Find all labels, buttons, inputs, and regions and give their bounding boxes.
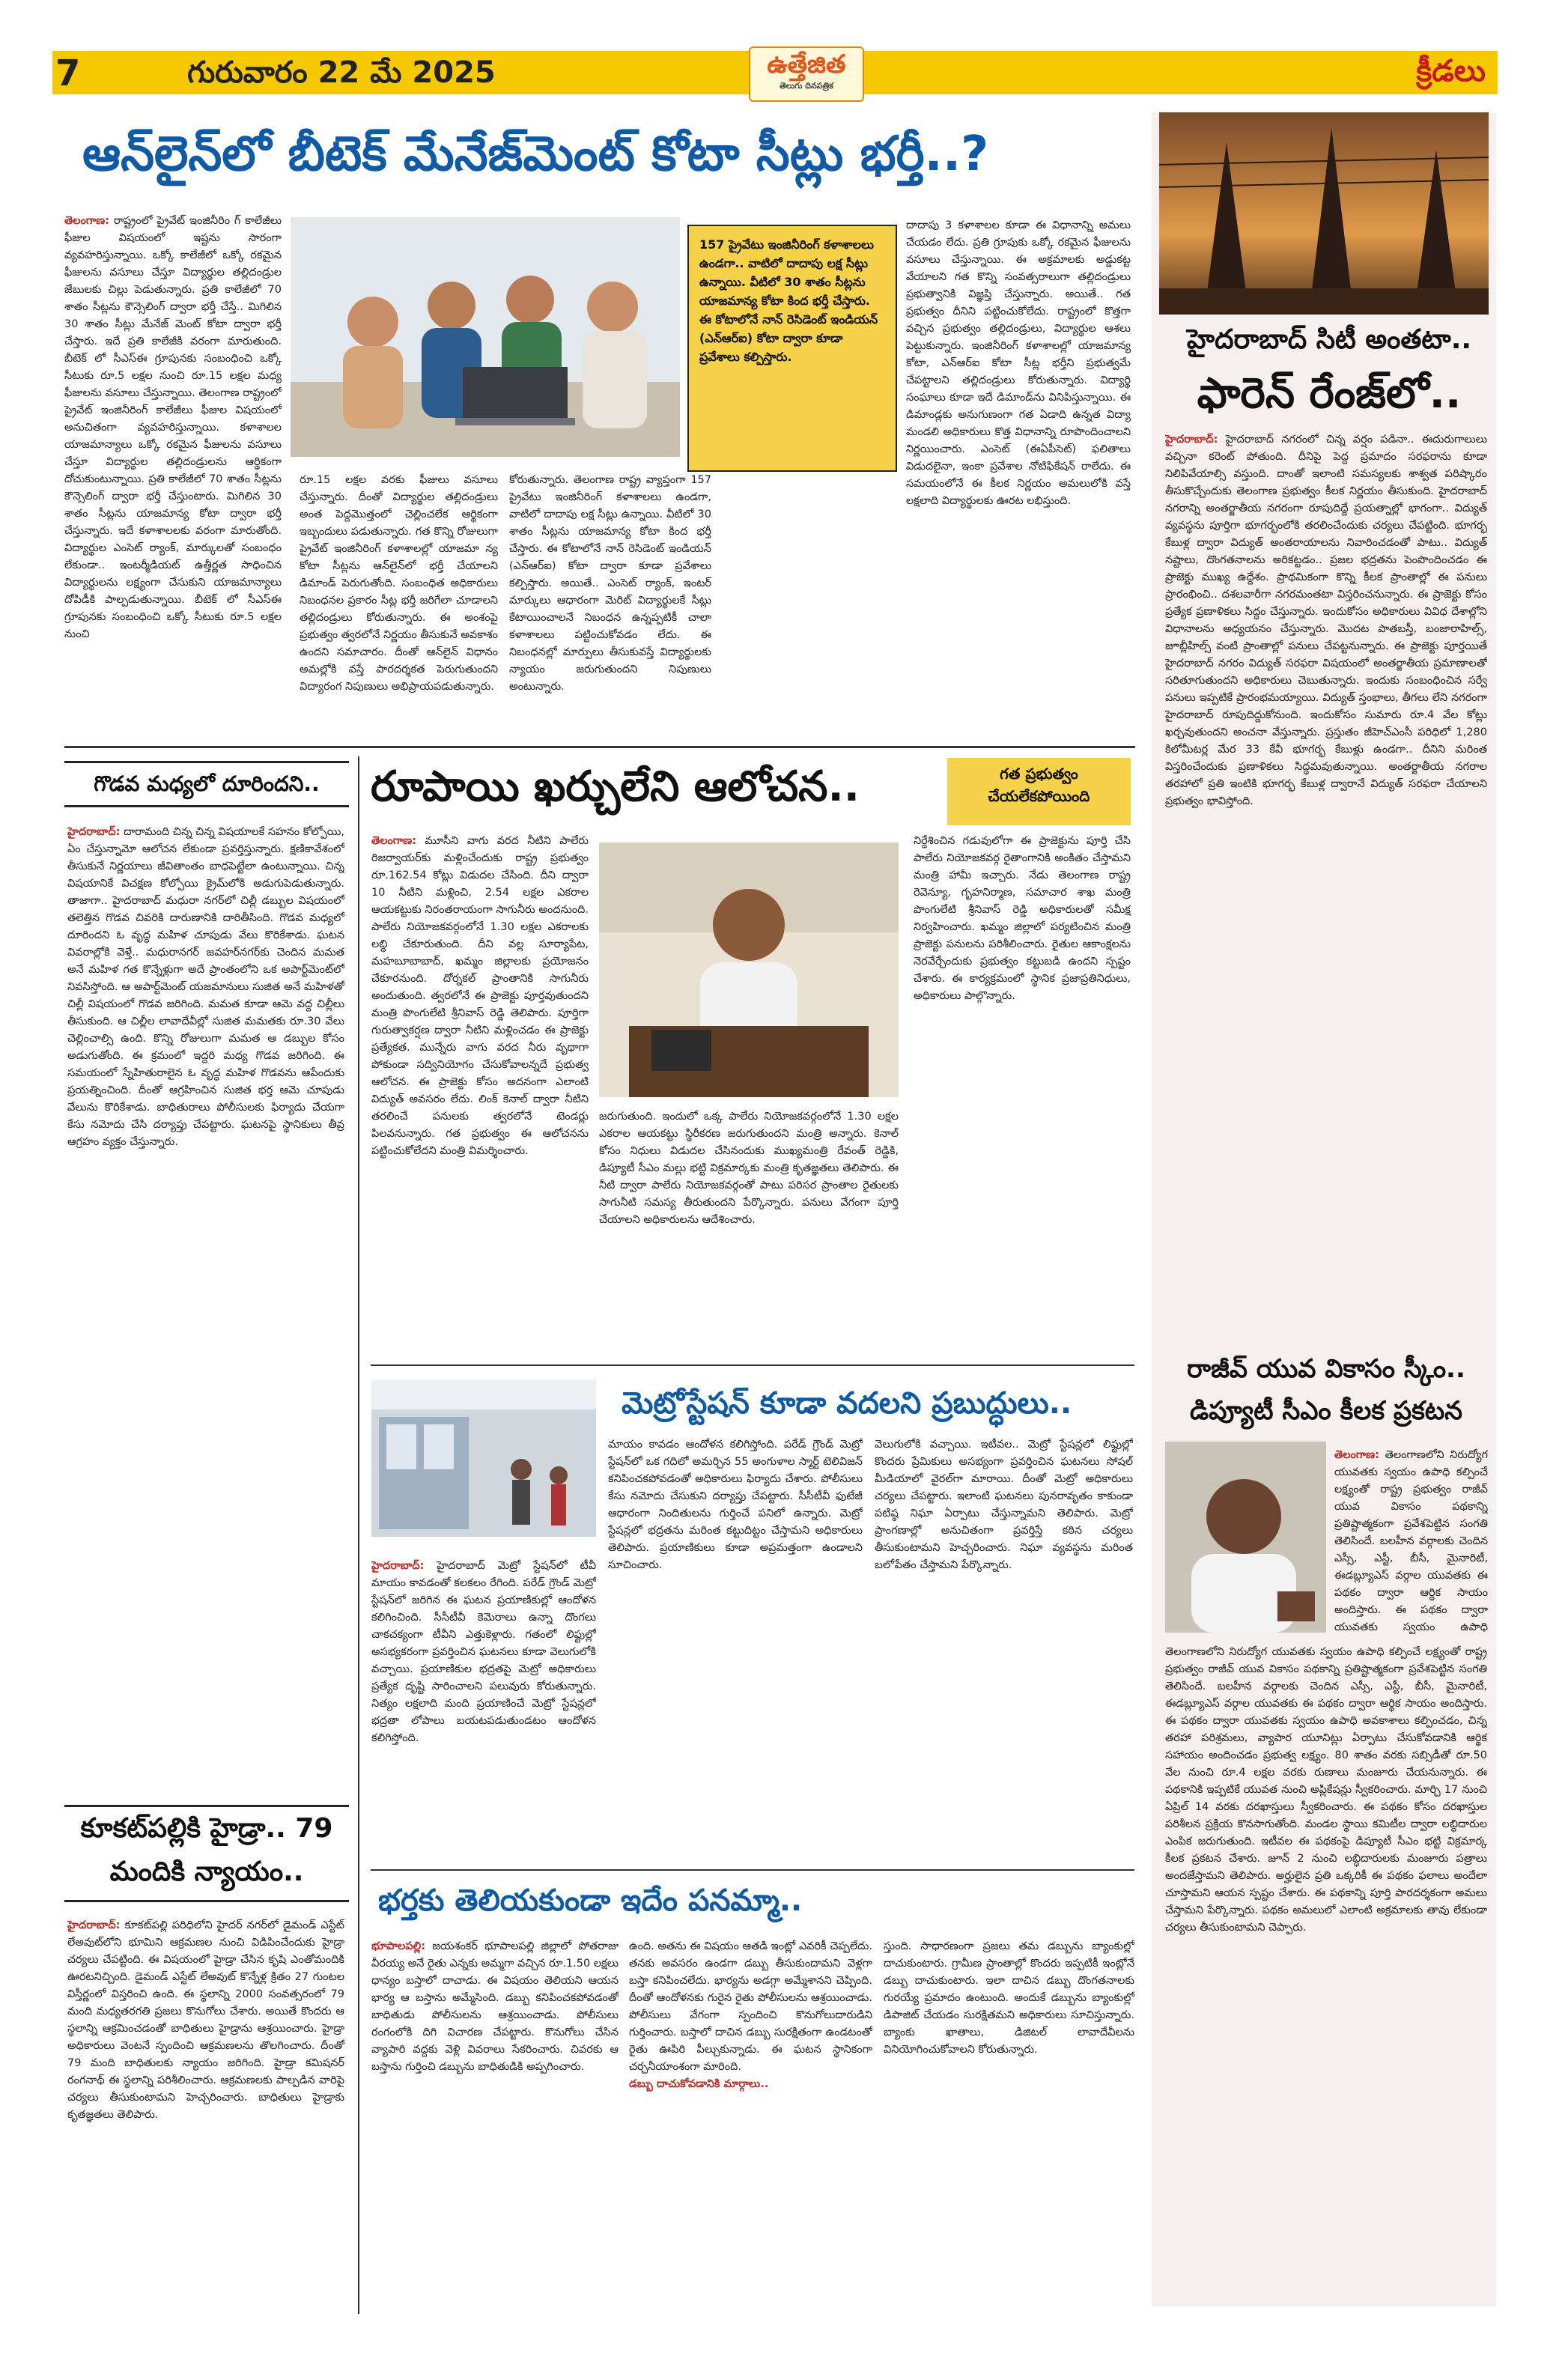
electricity-towers-image — [1159, 112, 1489, 315]
students-laptop-image — [291, 217, 680, 457]
rupee-dateline: తెలంగాణ: — [371, 835, 417, 847]
sidebar1-headline: ఫారెన్ రేంజ్‌లో.. — [1197, 369, 1462, 418]
sidebar2-dateline: తెలంగాణ: — [1334, 1449, 1380, 1461]
lead-col1-text: రాష్ట్రంలో ప్రైవేట్ ఇంజినీరిం గ్ కాలేజీలు ఫీజుల విషయంలో ఇష్టను సారంగా వ్యవహరిస్తున్నాయి. ఒక్కో కాలేజీలో ఒక్కో రకమైన ఫీజులను వసూలు చేస్తూ విద్యార్థుల తల్లిదండ్రుల జేబులకు చిల్లు పెడుతున్నారు. ప్రతి కాలేజీలో 70 శాతం సీట్లను కౌన్సెలింగ్ ద్వారా భర్తీ చేస్తే.. మిగిలిన 30 శాతం సీట్లు మేనేజ్ మెంట్ కోటా ద్వారా భర్తీ చేస్తారు. ఇదే ప్రతి కాలేజీకి వరంగా మారుతుంది. బీటెక్ లో సీఎస్ఈ గ్రూపునకు సంబంధించి ఒక్కో సీటుకు రూ.5 లక్షల నుంచి రూ.15 లక్షల మధ్య ఫీజులను వసూలు చేస్తున్నాయి. తెలంగాణ రాష్ట్రంలో ప్రైవేట్ ఇంజినీరింగ్ కాలేజీలు ఫీజుల విషయంలో అనుచితంగా వ్యవహరిస్తున్నాయి. కళాశాలల యాజమాన్యాలు ఒక్కో రకమైన ఫీజులను వసూలు చేస్తూ విద్యార్థుల తల్లిదండ్రులను ఆర్థికంగా దోచుకుంటున్నాయి. ప్రతి కాలేజీలో 70 శాతం సీట్లను కౌన్సెలింగ్ ద్వారా భర్తీ చేస్తుంటారు. మిగిలిన 30 శాతం సీట్లను యాజమాన్య కోటా ద్వారా భర్తీ చేస్తున్నారు. ఇదే కళాశాలలకు వరంగా మారుతోంది. విద్యార్థుల ఎంసెట్ ర్యాంక్, మార్కులతో సంబంధం లేకుండా.. ఇంటర్మీడియట్ ఉత్తీర్ణత సాధించిన విద్యార్థులను లక్ష్యంగా చేసుకుని యాజమాన్యాలు దోపిడీకి పాల్పడుతున్నాయి. బీటెక్ లో సీఎస్ఈ గ్రూపునకు సంబంధించి ఒక్కో సీటుకు రూ.5 లక్షల నుంచి — [64, 215, 282, 640]
minister-desk-image — [599, 843, 899, 1097]
sidebar1-body — [1165, 431, 1487, 1330]
lead-col2: రూ.15 లక్షల వరకు ఫీజులు వసూలు చేస్తున్నారు. దీంతో విద్యార్థుల తల్లిదండ్రులు అంత పెద్దమొత్తంలో చెల్లించలేక ఆర్థికంగా ఇబ్బందులు పడుతున్నారు. గత కొన్ని రోజులుగా ప్రైవేట్ ఇంజినీరింగ్ కళాశాలల్లో యాజమా న్య కోటా సీట్లను ఆన్‌లైన్‌లో భర్తీ చేయాలని డిమాండ్ పెరుగుతోంది. సంబంధిత అధికారులు నిబంధనల ప్రకారం సీట్ల భర్తీ జరిగేలా చూడాలని తల్లిదండ్రులు కోరుతున్నారు. ఈ అంశంపై ప్రభుత్వం త్వరలోనే నిర్ణయం తీసుకునే అవకాశం ఉందని సమాచారం. దీంతో ఆన్‌లైన్ విధానం అమల్లోకి వస్తే పారదర్శకత పెరుగుతుందని విద్యారంగ నిపుణులు అభిప్రాయపడుతున్నారు. — [300, 474, 498, 693]
bhartha-headline: భర్తకు తెలియకుండా ఇదేం పనమ్మా.. — [378, 1883, 803, 1918]
minister-photo — [599, 843, 899, 1097]
hydra-dateline: హైదరాబాద్: — [67, 1919, 121, 1931]
metro-headline: మెట్రోస్టేషన్ కూడా వదలని ప్రబుద్ధులు.. — [622, 1386, 1072, 1421]
left-column-divider — [358, 756, 359, 2314]
rupee-col3: జరుగుతుంది. ఇందులో ఒక్క పాలేరు నియోజకవర్గంలోనే 1.30 లక్షల ఎకరాల ఆయకట్టు స్థిరీకరణ జరుగుతుందని మంత్రి అన్నారు. కెనాల్ కోసం నిధులు విడుదల చేసినందుకు ముఖ్యమంత్రి రేవంత్ రెడ్డికి, డిప్యూటీ సీఎం మల్లు భట్టి విక్రమార్కకు మంత్రి కృతజ్ఞతలు తెలిపారు. ఈ నీటి ద్వారా పాలేరు నియోజకవర్గంతో పాటు పరిసర ప్రాంతాల రైతులకు సాగునీటి సమస్య తీరుతుందని పేర్కొన్నారు. పనులు వేగంగా పూర్తి చేయాలని అధికారులను ఆదేశించారు. — [599, 1111, 899, 1226]
metro-col3: వెలుగులోకి వచ్చాయి. ఇటీవల.. మెట్రో స్టేషన్లలో లిఫ్టుల్లో కొందరు ప్రేమికులు అసభ్యంగా ప్రవర్తించిన ఘటనలు సోషల్ మీడియాలో వైరల్‌గా మారాయి. దీంతో మెట్రో అధికారులు చర్యలు చేపట్టారు. ఇలాంటి ఘటనలు పునరావృతం కాకుండా పటిష్ఠ నిఘా ఏర్పాటు చేస్తున్నామని తెలిపారు. మెట్రో ప్రాంగణాల్లో అనుచితంగా ప్రవర్తిస్తే కఠిన చర్యలు తీసుకుంటామని హెచ్చరించారు. నిఘా వ్యవస్థను మరింత బలోపేతం చేస్తామని పేర్కొన్నారు. — [875, 1439, 1133, 1571]
bhartha-subhead: డబ్బు దాచుకోవడానికి మార్గాలు.. — [629, 2078, 769, 2090]
rupee-headline: రూపాయి ఖర్చులేని ఆలోచన.. — [371, 762, 860, 811]
hydra-body — [67, 1917, 344, 2307]
bhartha-col2 — [629, 1938, 872, 2305]
sidebar2-body-continued: తెలంగాణలోని నిరుద్యోగ యువతకు స్వయం ఉపాధి కల్పించే లక్ష్యంతో రాష్ట్ర ప్రభుత్వం రాజీవ్ యువ వికాసం పథకాన్ని ప్రతిష్టాత్మకంగా ప్రవేశపెట్టిన సంగతి తెలిసిందే. బలహీన వర్గాలకు చెందిన ఎస్సీ, ఎస్టీ, బీసీ, మైనారిటీ, ఈడబ్ల్యూఎస్ వర్గాల యువతకు ఈ పథకం ద్వారా ఆర్థిక సాయం అందిస్తారు. ఈ పథకం ద్వారా యువతకు స్వయం ఉపాధి అవకాశాలు కల్పించడం, చిన్న తరహా పరిశ్రమలు, వ్యాపార యూనిట్లు ఏర్పాటు చేసుకోవడానికి ఆర్థిక సహాయం అందించడం ప్రభుత్వ లక్ష్యం. 80 శాతం వరకు సబ్సిడీతో రూ.50 వేల నుంచి రూ.4 లక్షల వరకు రుణాలు మంజూరు చేయనున్నారు. ఈ పథకానికి ఇప్పటికే యువత నుంచి అప్లికేషన్లు స్వీకరించారు. మార్చి 17 నుంచి ఏప్రిల్ 14 వరకు దరఖాస్తులు స్వీకరించారు. ఈ పథకం కోసం దరఖాస్తుల పరిశీలన ప్రక్రియ కొనసాగుతోంది. మండల స్థాయి కమిటీల ద్వారా లబ్ధిదారుల ఎంపిక జరుగుతుంది. ఇటీవల ఈ పథకంపై డిప్యూటీ సీఎం భట్టి విక్రమార్క కీలక ప్రకటన చేశారు. జూన్ 2 నుంచి లబ్ధిదారులకు మంజూరు పత్రాలు అందజేస్తామని తెలిపారు. అర్హులైన ప్రతి ఒక్కరికీ ఈ పథకం ఫలాలు అందేలా చూస్తామని ఆయన స్పష్టం చేశారు. ఈ పథకాన్ని పూర్తి పారదర్శకంగా అమలు చేస్తామని పేర్కొన్నారు. పథకం అమలులో ఎలాంటి అక్రమాలకు తావు లేకుండా చర్యలు తీసుకుంటామని చెప్పారు. — [1165, 1646, 1487, 1934]
metro-dateline: హైదరాబాద్: — [371, 1560, 425, 1572]
metro-col1 — [371, 1558, 596, 1865]
students-photo — [291, 217, 680, 457]
newspaper-logo[interactable] — [749, 46, 864, 102]
rupee-col1 — [371, 833, 589, 1357]
bhartha-dateline: భూపాలపల్లి: — [371, 1940, 426, 1952]
lead-col3: కోరుతున్నారు. తెలంగాణ రాష్ట్ర వ్యాప్తంగా 157 ప్రైవేటు ఇంజినీరింగ్ కళాశాలలు ఉండగా, వాటిలో దాదాపు లక్ష సీట్లు ఉన్నాయి. వీటిలో 30 శాతం సీట్లను యాజమాన్య కోటా కింద భర్తీ చేస్తారు. ఈ కోటాలోనే నాన్ రెసిడెంట్ ఇండియన్ (ఎన్ఆర్ఐ) కోటా ద్వారా కూడా ప్రవేశాలు కల్పిస్తారు. అయితే.. ఎంసెట్ ర్యాంక్, ఇంటర్ మార్కులు ఆధారంగా మెరిట్ విద్యార్థులకే సీట్లు కేటాయించాలనే నిబంధన ఉన్నప్పటికీ చాలా కళాశాలలు పట్టించుకోవడం లేదు. ఈ నిబంధనల్లో మార్పులు తీసుకువస్తే విద్యార్థులకు న్యాయం జరుగుతుందని నిపుణులు అంటున్నారు. — [509, 474, 711, 693]
sidebar2-headline: రాజీవ్ యువ వికాసం స్కీం.. డిప్యూటీ సీఎం కీలక ప్రకటన — [1187, 1354, 1465, 1426]
deputy-cm-image — [1165, 1442, 1326, 1633]
sidebar2-body — [1334, 1447, 1488, 1634]
metro-col1-text: హైదరాబాద్ మెట్రో స్టేషన్‌లో టీవీ మాయం కావడంతో కలకలం రేగింది. పరేడ్ గ్రౌండ్ మెట్రో స్టేషన్‌లో జరిగిన ఈ ఘటన ప్రయాణికుల్లో ఆందోళన కలిగించింది. సీసీటీవీ కెమెరాలు ఉన్నా దొంగలు చాకచక్యంగా టీవీని ఎత్తుకెళ్లారు. గతంలో లిఫ్టుల్లో అసభ్యకరంగా ప్రవర్తించిన ఘటనలు కూడా వెలుగులోకి వచ్చాయి. ప్రయాణికుల భద్రతపై మెట్రో అధికారులు ప్రత్యేక దృష్టి సారించాలని పలువురు కోరుతున్నారు. నిత్యం లక్షలాది మంది ప్రయాణించే మెట్రో స్టేషన్లలో భద్రతా లోపాలు బయటపడుతుండటం ఆందోళన కలిగిస్తోంది. — [371, 1560, 596, 1744]
sidebar1-kicker: హైదరాబాద్ సిటీ అంతటా.. — [1186, 324, 1472, 355]
bhartha-col1-text: జయశంకర్ భూపాలపల్లి జిల్లాలో పోతరాజు వీరయ్య అనే రైతు ఎన్నకు అమ్మగా వచ్చిన రూ.1.50 లక్షలు ధాన్యం బస్తాలో దాచాడు. ఈ విషయం తెలియని ఆయన భార్య ఆ బస్తాను అమ్మేసింది. డబ్బు కనిపించకపోవడంతో బాధితుడు పోలీసులను ఆశ్రయించాడు. పోలీసులు రంగంలోకి దిగి విచారణ చేపట్టారు. కొనుగోలు చేసిన వ్యాపారి వద్దకు వెళ్లి వివరాలు సేకరించారు. చివరకు ఆ బస్తాను గుర్తించి డబ్బును బాధితుడికి అప్పగించారు. — [371, 1940, 619, 2073]
rupee-col1-text: మూసీని వాగు వరద నీటిని పాలేరు రిజర్వాయర్‌కు మళ్లించేందుకు రాష్ట్ర ప్రభుత్వం రూ.162.54 కోట్లు విడుదల చేసింది. దీని ద్వారా 10 నీటిని మళ్లించి, 2.54 లక్షల ఎకరాల ఆయకట్టుకు నిరంతరాయంగా సాగునీరు అందనుంది. పాలేరు నియోజకవర్గంలోనే 1.30 లక్షల ఎకరాలకు లబ్ధి చేకూరుతుంది. దీని వల్ల సూర్యాపేట, మహబూబాబాద్, ఖమ్మం జిల్లాలకు ప్రయోజనం చేకూరనుంది. దోర్నకల్ ప్రాంతానికి సాగునీరు అందుతుంది. త్వరలోనే ఈ ప్రాజెక్టు పూర్తవుతుందని మంత్రి పొంగులేటి శ్రీనివాస్ రెడ్డి తెలిపారు. పూర్తిగా గురుత్వాకర్షణ ద్వారా నీటిని మళ్లించడం ఈ ప్రాజెక్టు ప్రత్యేకత. మున్నేరు వాగు వరద నీరు వృథాగా పోకుండా సద్వినియోగం చేసుకోవాలన్నదే ప్రభుత్వ ఆలోచన. ఈ ప్రాజెక్టు కోసం అదనంగా ఎలాంటి విద్యుత్ అవసరం లేదు. లింక్ కెనాల్ ద్వారా నీటిని తరలించే పనులకు త్వరలోనే టెండర్లు పిలవనున్నారు. గత ప్రభుత్వం ఈ ఆలోచనను పట్టించుకోలేదని మంత్రి విమర్శించారు. — [371, 835, 589, 1157]
sidebar1-text: హైదరాబాద్ నగరంలో చిన్న వర్షం పడినా.. ఈదురుగాలులు వచ్చినా కరెంట్ పోతుంది. దీనిపై పెద్ద ప్రమాదం సరఫరాను కూడా నిలిపివేయాల్సి వస్తుంది. దాంతో ఇలాంటి సమస్యలకు శాశ్వత పరిష్కారం తీసుకొచ్చేందుకు తెలంగాణ ప్రభుత్వం కీలక నిర్ణయం తీసుకుంది. హైదరాబాద్ నగరాన్ని అంతర్జాతీయ నగరంగా రూపుదిద్దే ప్రయత్నాల్లో భాగంగా.. విద్యుత్ వ్యవస్థను పూర్తిగా భూగర్భంలోకి తరలించేందుకు చర్యలు చేపట్టింది. భూగర్భ కేబుళ్ల ద్వారా విద్యుత్ అంతరాయాలను నివారించడంతో పాటు.. విద్యుత్ నష్టాలు, దొంగతనాలను అరికట్టడం.. ప్రజల భద్రతను పెంపొందించడం ఈ ప్రాజెక్టు ముఖ్య ఉద్దేశం. ప్రాథమికంగా కొన్ని కీలక ప్రాంతాల్లో ఈ పనులు ప్రారంభించి.. దశలవారీగా నగరమంతటా విస్తరించనున్నారు. ఈ ప్రాజెక్టు కోసం ప్రత్యేక ప్రణాళికలు సిద్ధం చేస్తున్నారు. ఇందుకోసం అధికారులు వివిధ దేశాల్లోని విధానాలను అధ్యయనం చేస్తున్నారు. మొదట పాతబస్తీ, బంజారాహిల్స్, జూబ్లీహిల్స్ వంటి ప్రాంతాల్లో పనులు చేపట్టనున్నారు. ఈ ప్రాజెక్టు పూర్తయితే హైదరాబాద్ నగరం విద్యుత్ సరఫరా విషయంలో అంతర్జాతీయ ప్రమాణాలతో సరితూగుతుందని అధికారులు చెబుతున్నారు. ఇందుకు సంబంధించిన సర్వే పనులు ఇప్పటికే ప్రారంభమయ్యాయి. విద్యుత్ స్తంభాలు, తీగలు లేని నగరంగా హైదరాబాద్ రూపుదిద్దుకోనుంది. ఇందుకోసం సుమారు రూ.4 వేల కోట్లు ఖర్చవుతుందని అంచనా వేస్తున్నారు. ప్రస్తుతం జీహెచ్ఎంసీ పరిధిలో 1,280 కిలోమీటర్ల మేర 33 కేవీ భూగర్భ కేబుళ్లు ఉండగా.. దీనిని మరింత విస్తరించేందుకు ప్రణాళికలు సిద్ధమవుతున్నాయి. అంతర్జాతీయ నగరాల తరహాలో ప్రతి ఇంటికి భూగర్భ కేబుళ్ల ద్వారానే విద్యుత్ సరఫరా చేయాలని ప్రభుత్వం భావిస్తోంది. — [1165, 434, 1487, 807]
lead-col1 — [64, 213, 282, 737]
logo-subtitle: తెలుగు దినపత్రిక — [780, 81, 833, 91]
goda-dateline: హైదరాబాద్: — [67, 826, 121, 838]
rupee-tag: గత ప్రభుత్వం చేయలేకపోయింది — [947, 758, 1131, 825]
metro-station-image — [371, 1379, 596, 1537]
hydra-text: కూకట్‌పల్లి పరిధిలోని హైదర్ నగర్‌లో డైమండ్ ఎస్టేట్ లేఅవుట్‌లోని భూమిని ఆక్రమణల నుంచి విడిపించేందుకు హైడ్రా చర్యలు చేపట్టింది. ఈ విషయంలో హైడ్రా చేసిన కృషి ఎంతోమందికి ఊరటనిచ్చింది. డైమండ్ ఎస్టేట్ లేఅవుట్ కొన్నేళ్ల క్రితం 27 గుంటల విస్తీర్ణంలో విస్తరించి ఉంది. ఈ స్థలాన్ని 2000 సంవత్సరంలో 79 మంది మధ్యతరగతి ప్రజలు కొనుగోలు చేశారు. అయితే కొందరు ఆ స్థలాన్ని ఆక్రమించడంతో బాధితులు హైడ్రాను ఆశ్రయించారు. హైడ్రా అధికారులు వెంటనే స్పందించి ఆక్రమణలను తొలగించారు. దీంతో 79 మంది బాధితులకు న్యాయం జరిగింది. హైడ్రా కమిషనర్ రంగనాథ్ ఈ స్థలాన్ని పరిశీలించారు. ఆక్రమణలకు పాల్పడిన వారిపై చర్యలు తీసుకుంటామని హెచ్చరించారు. బాధితులు హైడ్రాకు కృతజ్ఞతలు తెలిపారు. — [67, 1919, 344, 2121]
goda-text: దారామంది చిన్న చిన్న విషయాలకే సహనం కోల్పోయి, ఏం చేస్తున్నామో ఆలోచన లేకుండా ప్రవర్తిస్తున్నారు. క్షణికావేశంలో తీసుకునే నిర్ణయాలు జీవితాంతం బాధపెట్టేలా ఉంటున్నాయి. చిన్న విషయానికే విచక్షణ కోల్పోయి క్రైమ్‌లోకి అడుగుపెడుతున్నారు. తాజాగా.. హైదరాబాద్ మధురా నగర్‌లో చిల్లీ డబ్బుల విషయంలో తలెత్తిన గొడవ చివరికి దారుణానికి దారితీసింది. గొడవ మధ్యలో దూరిందని ఓ వృద్ధ మహిళ చూపుడు వేలు కొరికేశాడు. ఘటన వివరాల్లోకి వెళ్తే.. మధురానగర్ జవహర్‌నగర్‌కు చెందిన మమత అనే మహిళ గత కొన్నేళ్లుగా అదే ప్రాంతంలోని ఒక అపార్ట్‌మెంట్‌లో నివసిస్తోంది. ఆ అపార్ట్‌మెంట్ యజమానులు సుజిత అనే మహిళతో చిల్లీ విషయంలో గొడవ జరిగింది. మమత కూడా ఆమె వద్ద చిల్లీలు తీసుకుంది. ఆ చిల్లీల లావాదేవీల్లో సుజిత మమతకు రూ.30 వేలు చెల్లించాల్సి ఉంది. కొన్ని రోజులుగా మమత ఆ డబ్బుల కోసం అడుగుతోంది. ఈ క్రమంలో ఇద్దరి మధ్య గొడవ జరిగింది. ఈ సమయంలో స్నేహితురాలైన ఓ వృద్ధ మహిళ గొడవను ఆపేందుకు ప్రయత్నించింది. దీంతో ఆగ్రహించిన సుజిత భర్త ఆమె చూపుడు వేలును కొరికేశాడు. బాధితురాలు పోలీసులకు ఫిర్యాదు చేయగా కేసు నమోదు చేసి దర్యాప్తు చేపట్టారు. ఘటనపై స్థానికులు తీవ్ర ఆగ్రహం వ్యక్తం చేస్తున్నారు. — [67, 826, 344, 1148]
issue-date: గురువారం 22 మే 2025 — [187, 55, 496, 90]
lead-dateline: తెలంగాణ: — [64, 215, 110, 227]
lead-divider — [64, 746, 1135, 748]
goda-headline: గొడవ మధ్యలో దూరిందని.. — [64, 761, 349, 807]
bhartha-col2-text: ఉంది. అతను ఈ విషయం ఆతడి ఇంట్లో ఎవరికీ చెప్పలేదు. తనకు అవసరం ఉండగా డబ్బు తీసుకుందామని వెళ్లగా బస్తా కనిపించలేదు. భార్యను అడగ్గా అమ్మేశానని చెప్పింది. దీంతో ఆందోళనకు గురైన రైతు పోలీసులను ఆశ్రయించాడు. పోలీసులు వేగంగా స్పందించి కొనుగోలుదారుడిని గుర్తించారు. బస్తాలో దాచిన డబ్బు సురక్షితంగా ఉండటంతో రైతు ఊపిరి పీల్చుకున్నాడు. ఈ ఘటన స్థానికంగా చర్చనీయాంశంగా మారింది. — [629, 1940, 872, 2073]
hydra-headline: కూకట్‌పల్లికి హైడ్రా.. 79 మందికి న్యాయం.. — [64, 1805, 349, 1902]
metro-divider — [371, 1869, 1134, 1871]
rupee-col2: నిర్దేశించిన గడువులోగా ఈ ప్రాజెక్టును పూర్తి చేసి పాలేరు నియోజకవర్గ రైతాంగానికి అంకితం చేస్తామని మంత్రి హామీ ఇచ్చారు. నేడు తెలంగాణ రాష్ట్ర రెవెన్యూ, గృహనిర్మాణ, సమాచార శాఖ మంత్రి పొంగులేటి శ్రీనివాస్ రెడ్డి అధికారులతో సమీక్ష నిర్వహించారు. ఖమ్మం జిల్లాలో పర్యటించిన మంత్రి ప్రాజెక్టు పనులను పరిశీలించారు. రైతుల ఆకాంక్షలను నెరవేర్చేందుకు ప్రభుత్వం కట్టుబడి ఉందని స్పష్టం చేశారు. ఈ కార్యక్రమంలో స్థానిక ప్రజాప్రతినిధులు, అధికారులు పాల్గొన్నారు. — [914, 835, 1131, 1002]
goda-body — [67, 824, 344, 1722]
lead-col4: దాదాపు 3 కళాశాలల కూడా ఈ విధానాన్ని అమలు చేయడం లేదు. ప్రతి గ్రూపుకు ఒక్కో రకమైన ఫీజులను వసూలు చేస్తున్నాయి. ఈ అక్రమాలకు అడ్డుకట్ట వేయాలని గత కొన్ని సంవత్సరాలుగా తల్లిదండ్రులు ప్రభుత్వానికి విజ్ఞప్తి చేస్తున్నారు. అయితే.. గత ప్రభుత్వం దీనిని పట్టించుకోలేదు. రాష్ట్రంలో కొత్తగా వచ్చిన ప్రభుత్వం తల్లిదండ్రులు, విద్యార్థుల ఆశలు పెట్టుకున్నారు. ఇంజినీరింగ్ కళాశాలల్లో యాజమాన్య కోటా, ఎన్ఆర్ఐ కోటా సీట్ల భర్తీని ప్రభుత్వమే చేపట్టాలని తల్లిదండ్రులు కోరుతున్నారు. విద్యార్థి సంఘాలు కూడా ఇదే డిమాండ్‌ను వినిపిస్తున్నాయి. ఈ డిమాండ్లకు అనుగుణంగా గత ఏడాది ఉన్నత విద్యా మండలి అధికారులు కొత్త విధానాన్ని రూపొందించాలని నిర్ణయించారు. ఎంసెట్ (ఈఏపీసెట్) ఫలితాలు విడుదలైనా, ఇంకా ప్రవేశాల నోటిఫికేషన్ రాలేదు. ఈ సమయంలోనే ఈ కీలక నిర్ణయం అమలులోకి వస్తే లక్షలాది విద్యార్థులకు ఊరట లభిస్తుంది. — [906, 219, 1131, 507]
bhartha-col1 — [371, 1938, 619, 2305]
metro-photo — [371, 1379, 596, 1537]
bhartha-col3: స్తుంది. సాధారణంగా ప్రజలు తమ డబ్బును బ్యాంకుల్లో దాచుకుంటారు. గ్రామీణ ప్రాంతాల్లో కొందరు ఇప్పటికీ ఇంట్లోనే డబ్బు దాచుకుంటారు. ఇలా దాచిన డబ్బు దొంగతనాలకు గురయ్యే ప్రమాదం ఉంటుంది. అందుకే డబ్బును బ్యాంకుల్లో డిపాజిట్ చేయడం సురక్షితమని అధికారులు సూచిస్తున్నారు. బ్యాంకు ఖాతాలు, డిజిటల్ లావాదేవీలను వినియోగించుకోవాలని కోరుతున్నారు. — [884, 1940, 1134, 2056]
power-lines-photo — [1159, 112, 1489, 315]
sidebar2-text: తెలంగాణలోని నిరుద్యోగ యువతకు స్వయం ఉపాధి కల్పించే లక్ష్యంతో రాష్ట్ర ప్రభుత్వం రాజీవ్ యువ వికాసం పథకాన్ని ప్రతిష్టాత్మకంగా ప్రవేశపెట్టిన సంగతి తెలిసిందే. బలహీన వర్గాలకు చెందిన ఎస్సీ, ఎస్టీ, బీసీ, మైనారిటీ, ఈడబ్ల్యూఎస్ వర్గాల యువతకు ఈ పథకం ద్వారా ఆర్థిక సాయం అందిస్తారు. ఈ పథకం ద్వారా యువతకు స్వయం ఉపాధి — [1334, 1449, 1488, 1633]
page-number: 7 — [55, 52, 81, 94]
metro-col2: మాయం కావడం ఆందోళన కలిగిస్తోంది. పరేడ్ గ్రౌండ్ మెట్రో స్టేషన్‌లో ఒక గదిలో అమర్చిన 55 అంగుళాల స్మార్ట్ టెలివిజన్ కనిపించకపోవడంతో అధికారులు ఫిర్యాదు చేశారు. పోలీసులు కేసు నమోదు చేసుకుని దర్యాప్తు చేపట్టారు. సీసీటీవీ ఫుటేజీ ఆధారంగా నిందితులను గుర్తించే పనిలో ఉన్నారు. మెట్రో స్టేషన్లలో భద్రతను మరింత కట్టుదిట్టం చేస్తామని అధికారులు తెలిపారు. ప్రయాణికులు కూడా అప్రమత్తంగా ఉండాలని సూచించారు. — [608, 1439, 863, 1571]
rupee-divider — [371, 1364, 1134, 1366]
sidebar1-dateline: హైదరాబాద్: — [1165, 434, 1218, 446]
deputy-cm-photo — [1165, 1442, 1326, 1633]
logo-text: ఉత్తేజిత — [767, 49, 846, 79]
lead-callout-box: 157 ప్రైవేటు ఇంజినీరింగ్ కళాశాలలు ఉండగా.. వాటిలో దాదాపు లక్ష సీట్లు ఉన్నాయి. వీటిలో 30 శాతం సీట్లను యాజమాన్య కోటా కింద భర్తీ చేస్తారు. ఈ కోటాలోనే నాన్ రెసిడెంట్ ఇండియన్ (ఎన్ఆర్ఐ) కోటా ద్వారా కూడా ప్రవేశాలు కల్పిస్తారు. — [687, 225, 897, 472]
section-name: క్రీడలు — [1416, 54, 1486, 88]
lead-headline: ఆన్‌లైన్‌లో బీటెక్ మేనేజ్‌మెంట్ కోటా సీట్లు భర్తీ..? — [82, 127, 989, 182]
